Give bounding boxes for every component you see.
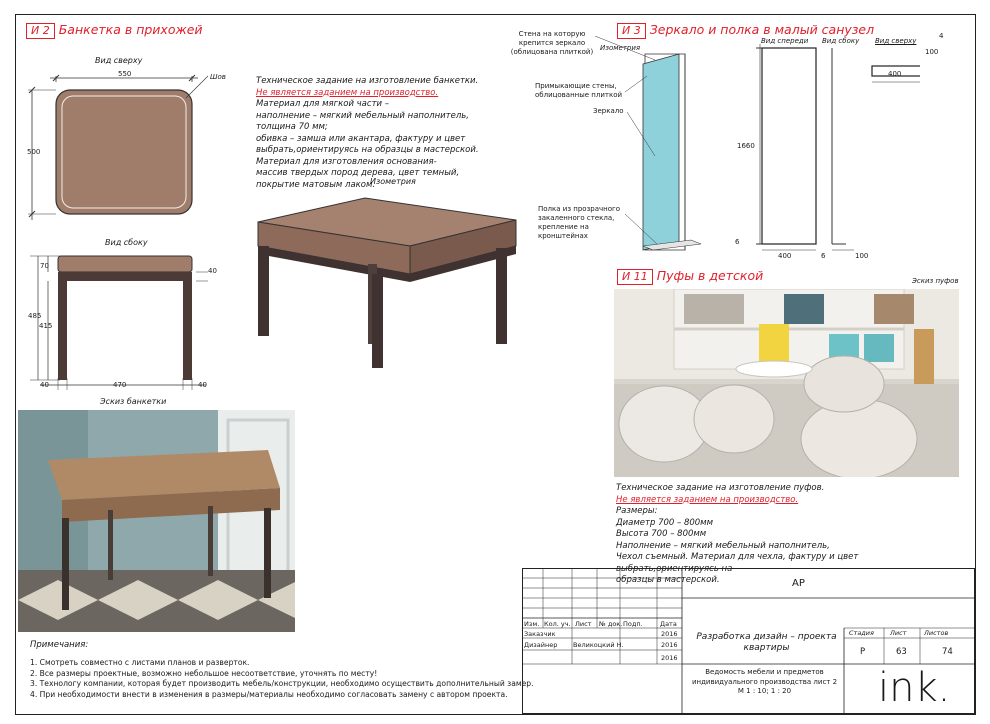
title-block — [522, 568, 975, 714]
mirror-dim-bottom-t: 6 — [735, 238, 740, 246]
mirror-callout-mirror: Зеркало — [593, 107, 624, 115]
bench-photo — [18, 410, 295, 632]
mirror-dim-shelf-depth: 100 — [855, 252, 869, 260]
bench-top-view-label: Вид сверху — [95, 56, 143, 65]
tb-header-izm: Изм. — [524, 620, 540, 628]
bench-spec-line: выбрать,ориентируясь на образцы в мастерской. — [256, 145, 479, 155]
mirror-isometric-drawing — [595, 36, 715, 256]
tb-sheet-label: Лист — [890, 629, 907, 637]
mirror-callout-wall: Стена на которую крепится зеркало (облицована плиткой) — [510, 30, 594, 56]
note-item: 4. При необходимости внести в изменения в размеры/материалы необходимо согласовать замену с автором проекта. — [30, 689, 508, 699]
bench-spec — [256, 76, 486, 191]
bench-sketch-label: Эскиз банкетки — [100, 397, 167, 406]
bench-spec-line: Материал для мягкой части – — [256, 99, 389, 109]
poufs-spec-line: Чехол съемный. Материал для чехла, фактуру и цвет выбрать,ориентируясь на — [616, 552, 859, 574]
tb-stage-label: Стадия — [849, 629, 874, 637]
shelf-dim-thickness: 4 — [939, 32, 944, 40]
tb-sheet-title: Ведомость мебели и предметов индивидуального производства лист 2 М 1 : 10; 1 : 20 — [691, 668, 838, 695]
bench-spec-line: массив твердых пород дерева, цвет темный, — [256, 168, 460, 178]
poufs-spec-line: Диаметр 700 – 800мм — [616, 517, 713, 528]
poufs-spec-line: образцы в мастерской. — [616, 575, 720, 585]
tb-row-date: 2016 — [661, 630, 678, 638]
notes-heading: Примечания: — [30, 640, 89, 650]
shelf-dim-depth: 100 — [925, 48, 939, 56]
bench-side-view-label: Вид сбоку — [105, 238, 148, 247]
bench-spec-line: обивка – замша или акантара, фактуру и цвет — [256, 133, 466, 144]
poufs-sketch-label: Эскиз пуфов — [912, 277, 959, 285]
bench-dim-width: 550 — [118, 70, 132, 78]
bench-section-title: И 2 Банкетка в прихожей — [26, 22, 203, 39]
poufs-spec-line: Размеры: — [616, 506, 658, 516]
poufs-spec-line: Высота 700 – 800мм — [616, 529, 707, 539]
bench-spec-line: толщина 70 мм; — [256, 122, 328, 132]
bench-dim-leg-h: 415 — [39, 322, 53, 330]
bench-isometric-drawing — [250, 188, 525, 378]
bench-dim-depth: 500 — [27, 148, 41, 156]
bench-spec-not-production: Не является заданием на производство. — [256, 87, 439, 98]
tb-sheets-value: 74 — [942, 647, 953, 657]
poufs-photo — [614, 289, 959, 477]
bench-dim-cushion-h: 70 — [40, 262, 49, 270]
tb-header-list: Лист — [575, 620, 592, 628]
bench-spec-line: наполнение – мягкий мебельный наполнитель, — [256, 110, 469, 121]
bench-dim-span: 470 — [113, 381, 127, 389]
mirror-side-view-label: Вид сбоку — [822, 37, 860, 45]
bench-top-cushion — [56, 90, 192, 214]
bench-iso-label: Изометрия — [370, 177, 416, 186]
bench-dim-leg-right: 40 — [198, 381, 207, 389]
tb-sheet-value: 63 — [896, 647, 907, 657]
mirror-section-title: И 3 Зеркало и полка в малый санузел — [617, 22, 874, 39]
poufs-spec-not-production: Не является заданием на производство. — [616, 494, 799, 505]
ink-logo: ink. — [878, 665, 951, 711]
tb-header-kol: Кол. уч. — [544, 620, 571, 628]
bench-top-view-drawing — [20, 62, 225, 227]
shelf-dim-width: 400 — [888, 70, 902, 78]
bench-section-code: И 2 — [26, 23, 55, 39]
tb-row-date: 2016 — [661, 641, 678, 649]
tb-header-ndok: № док. — [599, 620, 623, 628]
poufs-spec-heading: Техническое задание на изготовление пуфов. — [616, 483, 825, 493]
tb-stage-value: Р — [860, 647, 866, 657]
tb-project-name: Разработка дизайн – проекта квартиры — [696, 632, 837, 653]
tb-header-data: Дата — [660, 620, 677, 628]
tb-row-date: 2016 — [661, 654, 678, 662]
mirror-dim-width: 400 — [778, 252, 792, 260]
mirror-section-code: И 3 — [617, 23, 646, 39]
poufs-section-title: И 11 Пуфы в детской — [617, 268, 763, 285]
mirror-front-rect — [762, 48, 816, 244]
mirror-dim-height: 1660 — [737, 142, 755, 150]
tb-row-role: Дизайнер — [524, 641, 558, 649]
note-item: 3. Технологу компании, которая будет производить мебель/конструкции, необходимо осуществить дополнительный замер. — [30, 679, 534, 688]
bench-dim-total-h: 485 — [28, 312, 42, 320]
tb-row-role: Заказчик — [524, 630, 556, 638]
tb-row-name: Великоцкий Н. — [573, 641, 624, 649]
tb-header-podp: Подп. — [623, 620, 643, 628]
tb-project-code: АР — [792, 578, 805, 589]
tb-sheets-label: Листов — [924, 629, 949, 637]
bench-spec-heading: Техническое задание на изготовление банкетки. — [256, 76, 479, 86]
mirror-callout-adjacent: Примыкающие стены, облицованные плиткой — [535, 82, 623, 99]
poufs-section-code: И 11 — [617, 269, 653, 285]
bench-spec-line: Материал для изготовления основания- — [256, 156, 437, 167]
note-item: 1. Смотреть совместно с листами планов и разверток. — [30, 658, 250, 667]
mirror-top-view-label: Вид сверху — [875, 37, 917, 45]
bench-seam-label: Шов — [210, 73, 226, 81]
notes-list — [30, 658, 534, 700]
mirror-callout-shelf: Полка из прозрачного закаленного стекла, крепление на кронштейнах — [538, 205, 620, 240]
bench-photo-illustration — [18, 410, 295, 632]
note-item: 2. Все размеры проектные, возможно небольшое несоответствие, уточнять по месту! — [30, 668, 378, 678]
bench-spec-line: покрытие матовым лаком. — [256, 179, 376, 190]
mirror-panel — [643, 54, 679, 250]
bench-dim-rail: 40 — [208, 267, 217, 275]
bench-dim-leg-left: 40 — [40, 381, 49, 389]
mirror-front-view-label: Вид спереди — [761, 37, 809, 45]
mirror-dim-side-t: 6 — [821, 252, 826, 260]
mirror-iso-label: Изометрия — [600, 44, 641, 52]
poufs-spec-line: Наполнение – мягкий мебельный наполнитель, — [616, 540, 830, 551]
poufs-photo-illustration — [614, 289, 959, 477]
